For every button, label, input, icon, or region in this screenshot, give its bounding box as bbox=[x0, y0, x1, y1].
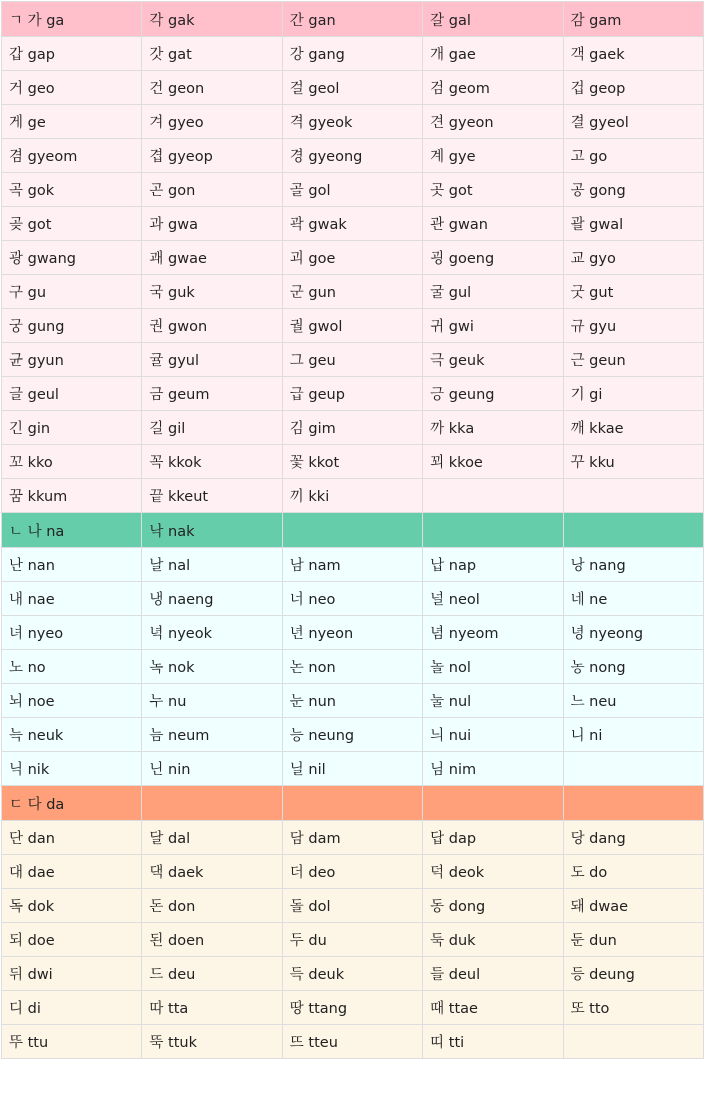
table-row bbox=[2, 923, 704, 957]
syllable-cell: 따 tta bbox=[142, 991, 282, 1025]
syllable-cell: 균 gyun bbox=[2, 343, 142, 377]
syllable-cell: 공 gong bbox=[563, 173, 703, 207]
syllable-cell: 게 ge bbox=[2, 105, 142, 139]
syllable-cell: 념 nyeom bbox=[423, 616, 563, 650]
group-header-cell: ㄴ 나 na bbox=[2, 513, 142, 548]
group-header-cell: 각 gak bbox=[142, 2, 282, 37]
syllable-cell: 드 deu bbox=[142, 957, 282, 991]
syllable-cell bbox=[563, 479, 703, 513]
syllable-cell: 둔 dun bbox=[563, 923, 703, 957]
syllable-cell: 더 deo bbox=[282, 855, 422, 889]
syllable-cell: 거 geo bbox=[2, 71, 142, 105]
table-row bbox=[2, 173, 704, 207]
group-header-row-da bbox=[2, 786, 704, 821]
syllable-cell: 굉 goeng bbox=[423, 241, 563, 275]
syllable-cell: 담 dam bbox=[282, 821, 422, 855]
syllable-cell: 골 gol bbox=[282, 173, 422, 207]
syllable-cell: 검 geom bbox=[423, 71, 563, 105]
table-row bbox=[2, 548, 704, 582]
syllable-cell: 겨 gyeo bbox=[142, 105, 282, 139]
syllable-cell: 디 di bbox=[2, 991, 142, 1025]
syllable-cell: 놀 nol bbox=[423, 650, 563, 684]
table-row bbox=[2, 991, 704, 1025]
syllable-cell: 긴 gin bbox=[2, 411, 142, 445]
group-header-row-ga bbox=[2, 2, 704, 37]
table-row bbox=[2, 889, 704, 923]
group-header-cell: 감 gam bbox=[563, 2, 703, 37]
group-header-cell: ㄷ 다 da bbox=[2, 786, 142, 821]
syllable-cell: 글 geul bbox=[2, 377, 142, 411]
syllable-cell: 끝 kkeut bbox=[142, 479, 282, 513]
syllable-cell: 달 dal bbox=[142, 821, 282, 855]
syllable-cell: 괄 gwal bbox=[563, 207, 703, 241]
syllable-cell: 곡 gok bbox=[2, 173, 142, 207]
syllable-cell: 꾀 kkoe bbox=[423, 445, 563, 479]
syllable-cell: 국 guk bbox=[142, 275, 282, 309]
syllable-cell: 등 deung bbox=[563, 957, 703, 991]
syllable-cell: 꼭 kkok bbox=[142, 445, 282, 479]
table-row bbox=[2, 957, 704, 991]
syllable-cell bbox=[423, 479, 563, 513]
syllable-cell: 객 gaek bbox=[563, 37, 703, 71]
syllable-cell: 독 dok bbox=[2, 889, 142, 923]
syllable-cell: 띠 tti bbox=[423, 1025, 563, 1059]
syllable-cell: 둑 duk bbox=[423, 923, 563, 957]
syllable-cell: 두 du bbox=[282, 923, 422, 957]
group-header-cell bbox=[282, 786, 422, 821]
syllable-cell: 도 do bbox=[563, 855, 703, 889]
table-row bbox=[2, 445, 704, 479]
syllable-cell: 건 geon bbox=[142, 71, 282, 105]
syllable-cell: 년 nyeon bbox=[282, 616, 422, 650]
group-header-cell bbox=[423, 513, 563, 548]
table-row bbox=[2, 718, 704, 752]
syllable-cell: 덕 deok bbox=[423, 855, 563, 889]
syllable-cell: 끼 kki bbox=[282, 479, 422, 513]
table-row bbox=[2, 275, 704, 309]
syllable-cell: 녕 nyeong bbox=[563, 616, 703, 650]
table-row bbox=[2, 105, 704, 139]
syllable-cell: 냉 naeng bbox=[142, 582, 282, 616]
syllable-cell: 뒤 dwi bbox=[2, 957, 142, 991]
syllable-cell: 구 gu bbox=[2, 275, 142, 309]
syllable-cell: 노 no bbox=[2, 650, 142, 684]
syllable-cell: 님 nim bbox=[423, 752, 563, 786]
syllable-cell: 능 neung bbox=[282, 718, 422, 752]
syllable-cell: 누 nu bbox=[142, 684, 282, 718]
syllable-cell: 근 geun bbox=[563, 343, 703, 377]
syllable-cell: 닌 nin bbox=[142, 752, 282, 786]
syllable-cell: 단 dan bbox=[2, 821, 142, 855]
group-header-cell bbox=[563, 786, 703, 821]
syllable-cell: 광 gwang bbox=[2, 241, 142, 275]
table-row bbox=[2, 821, 704, 855]
syllable-cell: 너 neo bbox=[282, 582, 422, 616]
syllable-cell: 들 deul bbox=[423, 957, 563, 991]
syllable-cell: 결 gyeol bbox=[563, 105, 703, 139]
syllable-cell: 개 gae bbox=[423, 37, 563, 71]
syllable-cell: 늑 neuk bbox=[2, 718, 142, 752]
syllable-cell: 돌 dol bbox=[282, 889, 422, 923]
table-row bbox=[2, 582, 704, 616]
syllable-cell: 굴 gul bbox=[423, 275, 563, 309]
syllable-cell: 돈 don bbox=[142, 889, 282, 923]
syllable-cell: 돼 dwae bbox=[563, 889, 703, 923]
syllable-cell: 논 non bbox=[282, 650, 422, 684]
table-row bbox=[2, 855, 704, 889]
syllable-cell: 느 neu bbox=[563, 684, 703, 718]
syllable-cell: 농 nong bbox=[563, 650, 703, 684]
syllable-cell: 금 geum bbox=[142, 377, 282, 411]
syllable-cell: 권 gwon bbox=[142, 309, 282, 343]
syllable-cell: 꼬 kko bbox=[2, 445, 142, 479]
syllable-cell: 녀 nyeo bbox=[2, 616, 142, 650]
syllable-cell: 또 tto bbox=[563, 991, 703, 1025]
syllable-cell: 경 gyeong bbox=[282, 139, 422, 173]
syllable-cell: 강 gang bbox=[282, 37, 422, 71]
syllable-cell: 남 nam bbox=[282, 548, 422, 582]
table-row bbox=[2, 1025, 704, 1059]
syllable-cell: 녁 nyeok bbox=[142, 616, 282, 650]
syllable-cell: 겸 gyeom bbox=[2, 139, 142, 173]
group-header-cell bbox=[563, 513, 703, 548]
syllable-cell: 납 nap bbox=[423, 548, 563, 582]
syllable-cell: 귤 gyul bbox=[142, 343, 282, 377]
syllable-cell: 대 dae bbox=[2, 855, 142, 889]
syllable-cell: 괴 goe bbox=[282, 241, 422, 275]
syllable-cell: 격 gyeok bbox=[282, 105, 422, 139]
syllable-cell: 그 geu bbox=[282, 343, 422, 377]
syllable-cell: 네 ne bbox=[563, 582, 703, 616]
syllable-cell: 겹 gyeop bbox=[142, 139, 282, 173]
syllable-cell: 눌 nul bbox=[423, 684, 563, 718]
table-row bbox=[2, 309, 704, 343]
syllable-cell: 굿 gut bbox=[563, 275, 703, 309]
table-row bbox=[2, 139, 704, 173]
syllable-cell: 눈 nun bbox=[282, 684, 422, 718]
group-header-cell bbox=[282, 513, 422, 548]
syllable-cell: 군 gun bbox=[282, 275, 422, 309]
syllable-cell: 걸 geol bbox=[282, 71, 422, 105]
syllable-cell: 뇌 noe bbox=[2, 684, 142, 718]
group-header-cell bbox=[142, 786, 282, 821]
syllable-cell: 되 doe bbox=[2, 923, 142, 957]
syllable-cell: 궁 gung bbox=[2, 309, 142, 343]
syllable-cell: 니 ni bbox=[563, 718, 703, 752]
syllable-cell: 긍 geung bbox=[423, 377, 563, 411]
group-header-cell bbox=[423, 786, 563, 821]
syllable-cell: 귀 gwi bbox=[423, 309, 563, 343]
table-row bbox=[2, 207, 704, 241]
group-header-cell: ㄱ 가 ga bbox=[2, 2, 142, 37]
syllable-cell: 동 dong bbox=[423, 889, 563, 923]
syllable-cell: 내 nae bbox=[2, 582, 142, 616]
table-row bbox=[2, 684, 704, 718]
syllable-cell: 깨 kkae bbox=[563, 411, 703, 445]
syllable-cell: 땅 ttang bbox=[282, 991, 422, 1025]
romanization-table bbox=[1, 1, 704, 1059]
group-header-row-na bbox=[2, 513, 704, 548]
table-row bbox=[2, 241, 704, 275]
syllable-cell: 꾸 kku bbox=[563, 445, 703, 479]
group-header-cell: 갈 gal bbox=[423, 2, 563, 37]
syllable-cell: 뜨 tteu bbox=[282, 1025, 422, 1059]
syllable-cell: 늬 nui bbox=[423, 718, 563, 752]
table-row bbox=[2, 411, 704, 445]
syllable-cell: 답 dap bbox=[423, 821, 563, 855]
syllable-cell: 닐 nil bbox=[282, 752, 422, 786]
syllable-cell: 뚝 ttuk bbox=[142, 1025, 282, 1059]
table-row bbox=[2, 377, 704, 411]
syllable-cell: 극 geuk bbox=[423, 343, 563, 377]
syllable-cell: 곳 got bbox=[423, 173, 563, 207]
syllable-cell: 기 gi bbox=[563, 377, 703, 411]
syllable-cell: 겁 geop bbox=[563, 71, 703, 105]
syllable-cell: 궐 gwol bbox=[282, 309, 422, 343]
syllable-cell: 곽 gwak bbox=[282, 207, 422, 241]
table-row bbox=[2, 71, 704, 105]
syllable-cell: 꽃 kkot bbox=[282, 445, 422, 479]
syllable-cell: 곤 gon bbox=[142, 173, 282, 207]
syllable-cell: 닉 nik bbox=[2, 752, 142, 786]
syllable-cell: 관 gwan bbox=[423, 207, 563, 241]
group-header-cell: 낙 nak bbox=[142, 513, 282, 548]
syllable-cell: 때 ttae bbox=[423, 991, 563, 1025]
syllable-cell bbox=[563, 752, 703, 786]
table-row bbox=[2, 37, 704, 71]
syllable-cell: 까 kka bbox=[423, 411, 563, 445]
syllable-cell: 낭 nang bbox=[563, 548, 703, 582]
syllable-cell: 괘 gwae bbox=[142, 241, 282, 275]
romanization-table-body bbox=[2, 2, 704, 1059]
syllable-cell: 길 gil bbox=[142, 411, 282, 445]
syllable-cell: 곶 got bbox=[2, 207, 142, 241]
group-header-cell: 간 gan bbox=[282, 2, 422, 37]
syllable-cell: 계 gye bbox=[423, 139, 563, 173]
syllable-cell: 견 gyeon bbox=[423, 105, 563, 139]
syllable-cell: 급 geup bbox=[282, 377, 422, 411]
syllable-cell: 된 doen bbox=[142, 923, 282, 957]
table-row bbox=[2, 479, 704, 513]
syllable-cell: 갓 gat bbox=[142, 37, 282, 71]
syllable-cell: 널 neol bbox=[423, 582, 563, 616]
syllable-cell: 교 gyo bbox=[563, 241, 703, 275]
syllable-cell: 난 nan bbox=[2, 548, 142, 582]
syllable-cell: 김 gim bbox=[282, 411, 422, 445]
syllable-cell: 고 go bbox=[563, 139, 703, 173]
syllable-cell: 늠 neum bbox=[142, 718, 282, 752]
table-row bbox=[2, 343, 704, 377]
table-row bbox=[2, 650, 704, 684]
syllable-cell: 댁 daek bbox=[142, 855, 282, 889]
syllable-cell: 득 deuk bbox=[282, 957, 422, 991]
syllable-cell: 녹 nok bbox=[142, 650, 282, 684]
syllable-cell bbox=[563, 1025, 703, 1059]
syllable-cell: 규 gyu bbox=[563, 309, 703, 343]
syllable-cell: 당 dang bbox=[563, 821, 703, 855]
syllable-cell: 꿈 kkum bbox=[2, 479, 142, 513]
table-row bbox=[2, 752, 704, 786]
syllable-cell: 날 nal bbox=[142, 548, 282, 582]
table-row bbox=[2, 616, 704, 650]
syllable-cell: 뚜 ttu bbox=[2, 1025, 142, 1059]
syllable-cell: 과 gwa bbox=[142, 207, 282, 241]
syllable-cell: 갑 gap bbox=[2, 37, 142, 71]
